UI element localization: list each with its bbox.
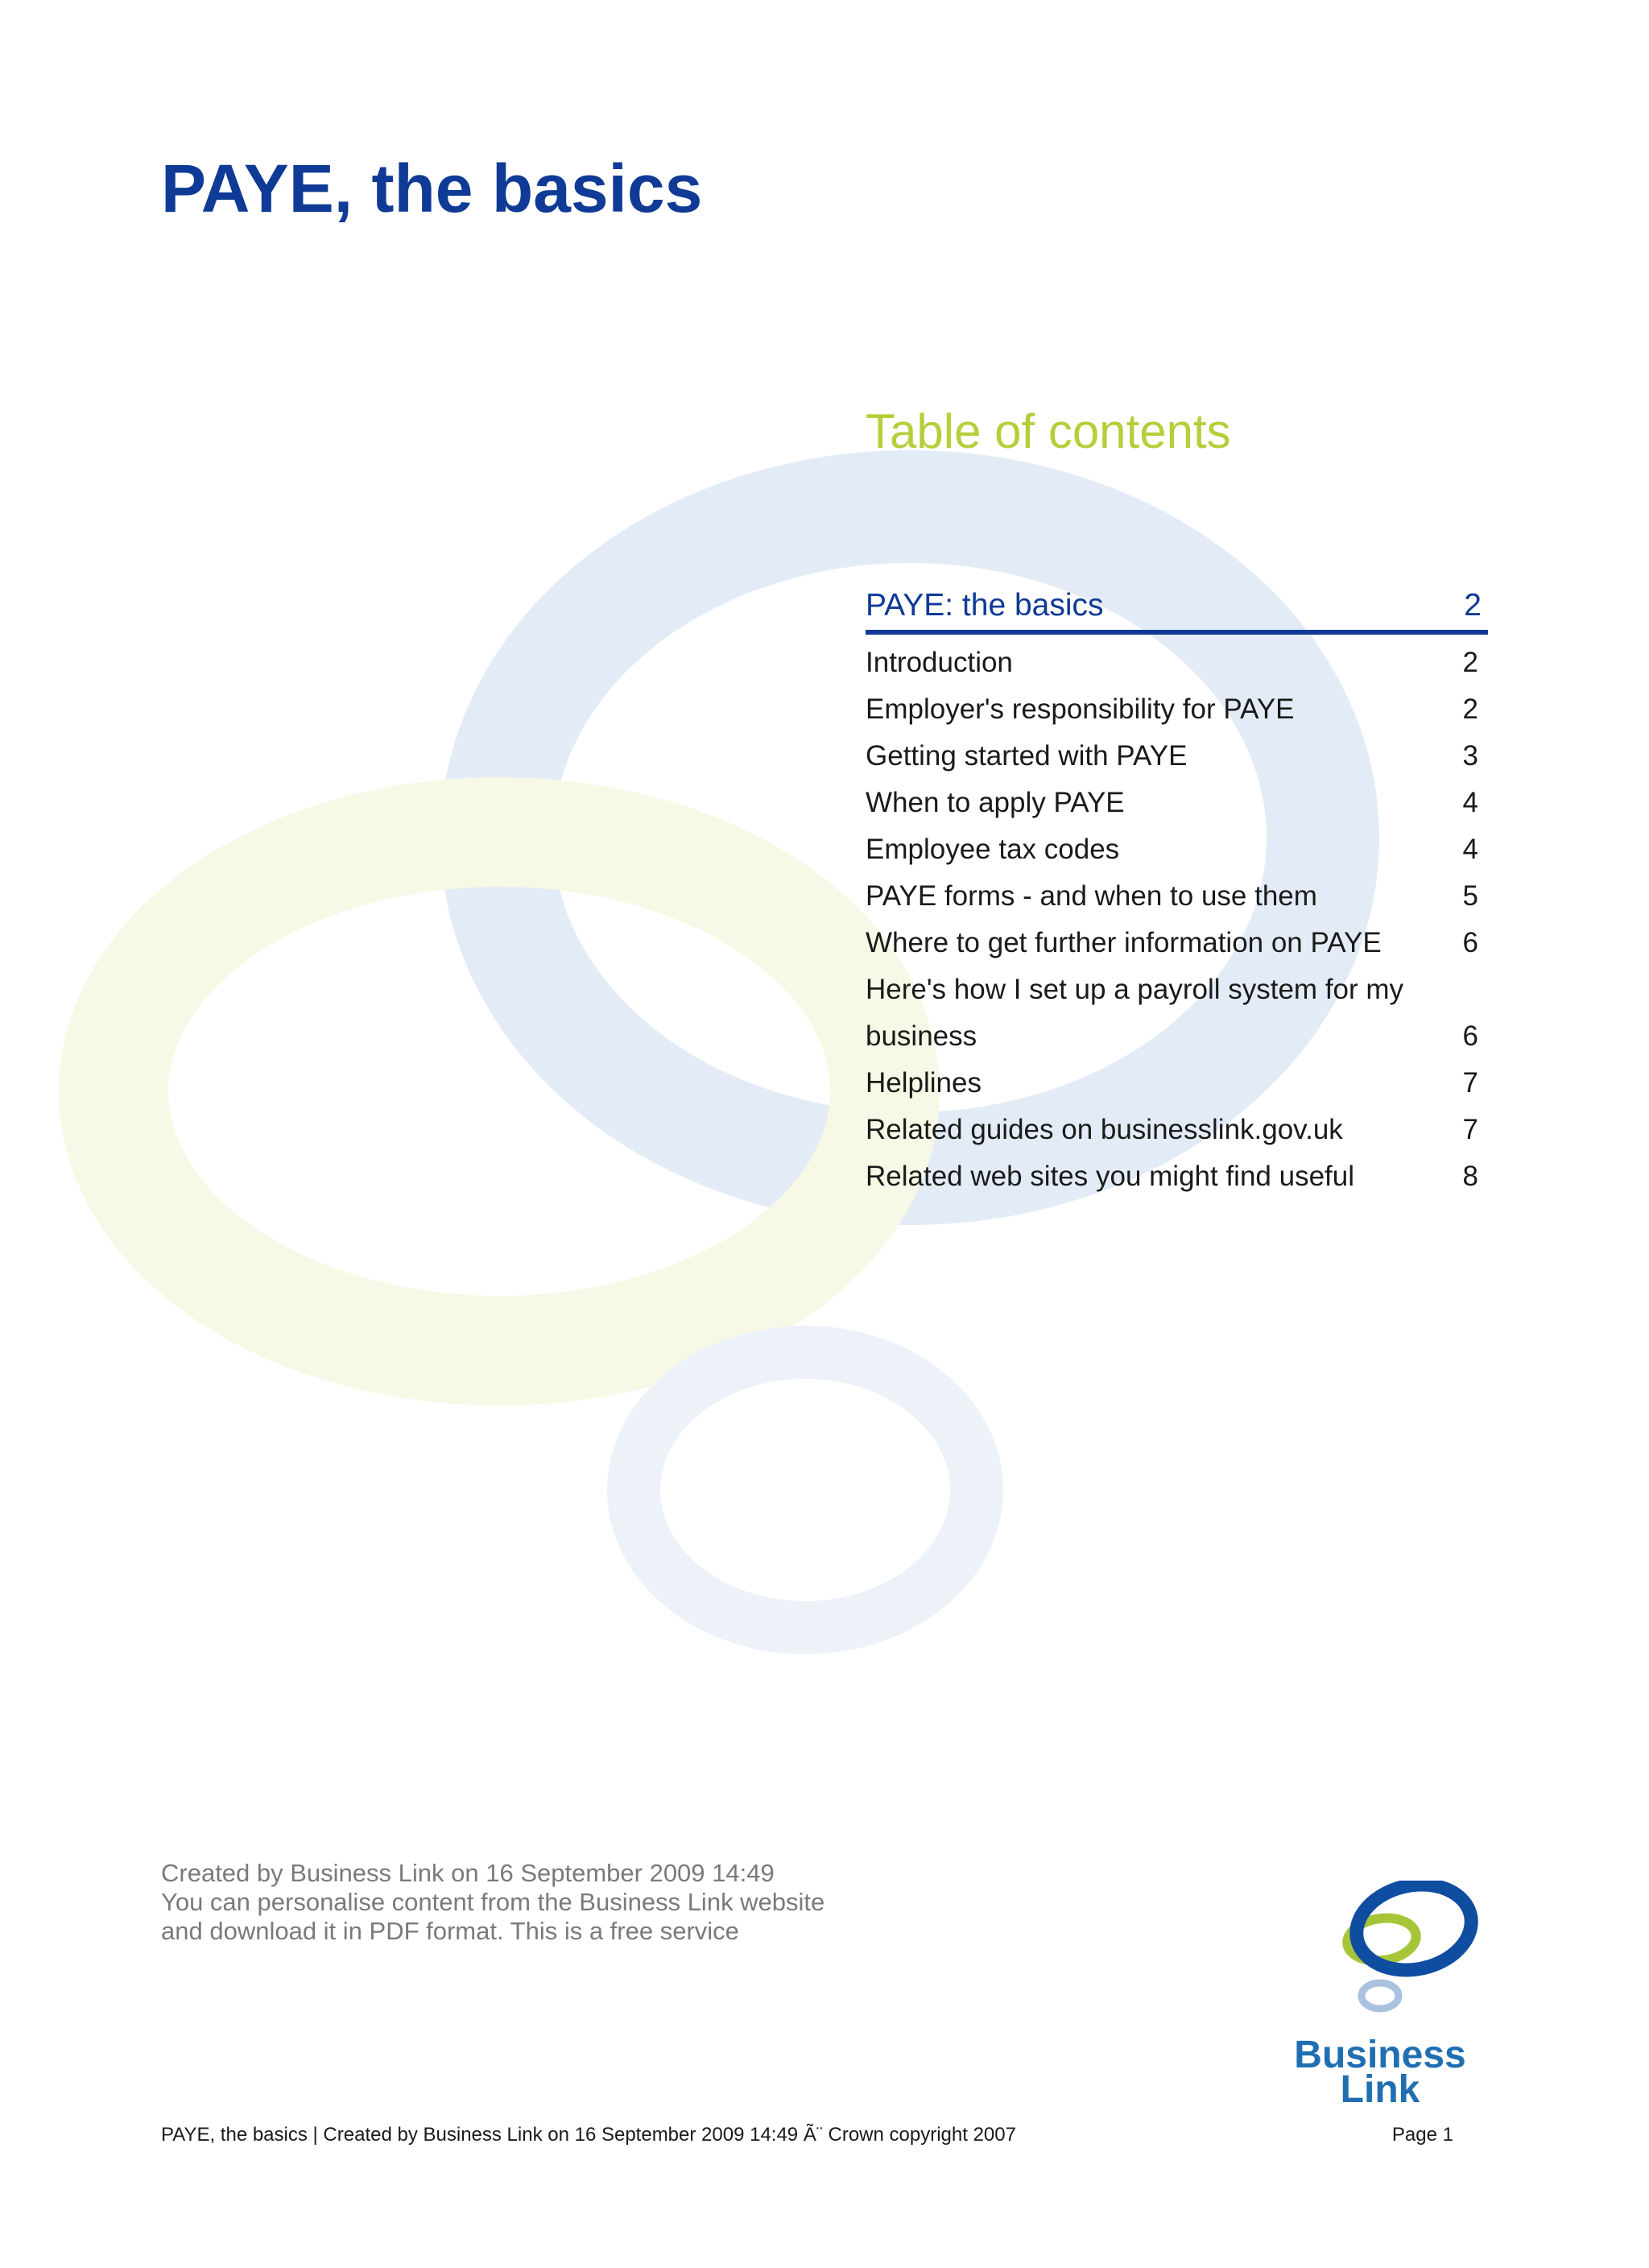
toc-item-label: Related web sites you might find useful	[866, 1161, 1354, 1192]
toc-item-page: 4	[1462, 787, 1478, 818]
toc-item-page: 3	[1462, 740, 1478, 772]
toc-item-page: 2	[1462, 693, 1478, 725]
toc-item-page: 5	[1462, 880, 1478, 912]
toc-item-when-to-apply[interactable]	[866, 780, 1488, 826]
toc-item-label: Helplines	[866, 1067, 982, 1099]
toc-item-label: Employer's responsibility for PAYE	[866, 693, 1295, 725]
toc-main-label: PAYE: the basics	[866, 588, 1104, 623]
created-note-line-2: You can personalise content from the Business Link website	[161, 1888, 825, 1916]
toc-item-introduction[interactable]	[866, 639, 1488, 686]
toc-item-page: 8	[1462, 1161, 1478, 1192]
logo-text-business: Business	[1294, 2034, 1466, 2076]
toc-item-helplines[interactable]	[866, 1060, 1488, 1107]
toc-heading: Table of contents	[866, 404, 1231, 458]
toc-item-page: 4	[1462, 834, 1478, 865]
logo-text-link: Link	[1340, 2068, 1420, 2106]
toc-item-tax-codes[interactable]	[866, 826, 1488, 873]
toc-item-employers-responsibility[interactable]	[866, 686, 1488, 733]
toc-item-label: Here's how I set up a payroll system for my business	[866, 974, 1404, 1052]
toc-item-label: Getting started with PAYE	[866, 740, 1188, 772]
footer-text: PAYE, the basics | Created by Business Link on 16 September 2009 14:49 Ã¨ Crown copyright 2007	[161, 2124, 1016, 2146]
toc-item-related-web-sites[interactable]	[866, 1153, 1488, 1200]
toc-item-page: 7	[1462, 1114, 1478, 1145]
page-title: PAYE, the basics	[161, 151, 703, 226]
toc-item-page: 2	[1462, 647, 1478, 678]
toc-item-getting-started[interactable]	[866, 733, 1488, 780]
business-link-rings-icon	[1345, 1881, 1479, 2009]
toc-item-label: Related guides on businesslink.gov.uk	[866, 1114, 1343, 1145]
toc-item-page: 6	[1462, 927, 1478, 958]
toc-item-further-information[interactable]	[866, 920, 1488, 966]
footer-page-number: Page 1	[1391, 2124, 1453, 2146]
toc-item-label: Employee tax codes	[866, 834, 1120, 865]
toc-item-related-guides[interactable]	[866, 1107, 1488, 1153]
table-of-contents	[866, 588, 1488, 1200]
created-note	[161, 1859, 824, 1946]
toc-item-paye-forms[interactable]	[866, 873, 1488, 920]
created-note-line-3: and download it in PDF format. This is a free service	[161, 1917, 739, 1945]
toc-item-label: PAYE forms - and when to use them	[866, 880, 1317, 912]
toc-item-label: Where to get further information on PAYE	[866, 927, 1382, 958]
business-link-logo	[1287, 1881, 1480, 2106]
toc-main-entry[interactable]	[866, 588, 1488, 635]
toc-item-page: 7	[1462, 1067, 1478, 1099]
toc-item-label: When to apply PAYE	[866, 787, 1125, 818]
toc-main-page: 2	[1464, 588, 1482, 623]
toc-item-page: 6	[1462, 1020, 1478, 1052]
toc-item-label: Introduction	[866, 647, 1013, 678]
page-footer	[161, 2124, 1453, 2146]
created-note-line-1: Created by Business Link on 16 September 2009 14:49	[161, 1859, 775, 1887]
toc-item-payroll-system[interactable]	[866, 966, 1488, 1060]
